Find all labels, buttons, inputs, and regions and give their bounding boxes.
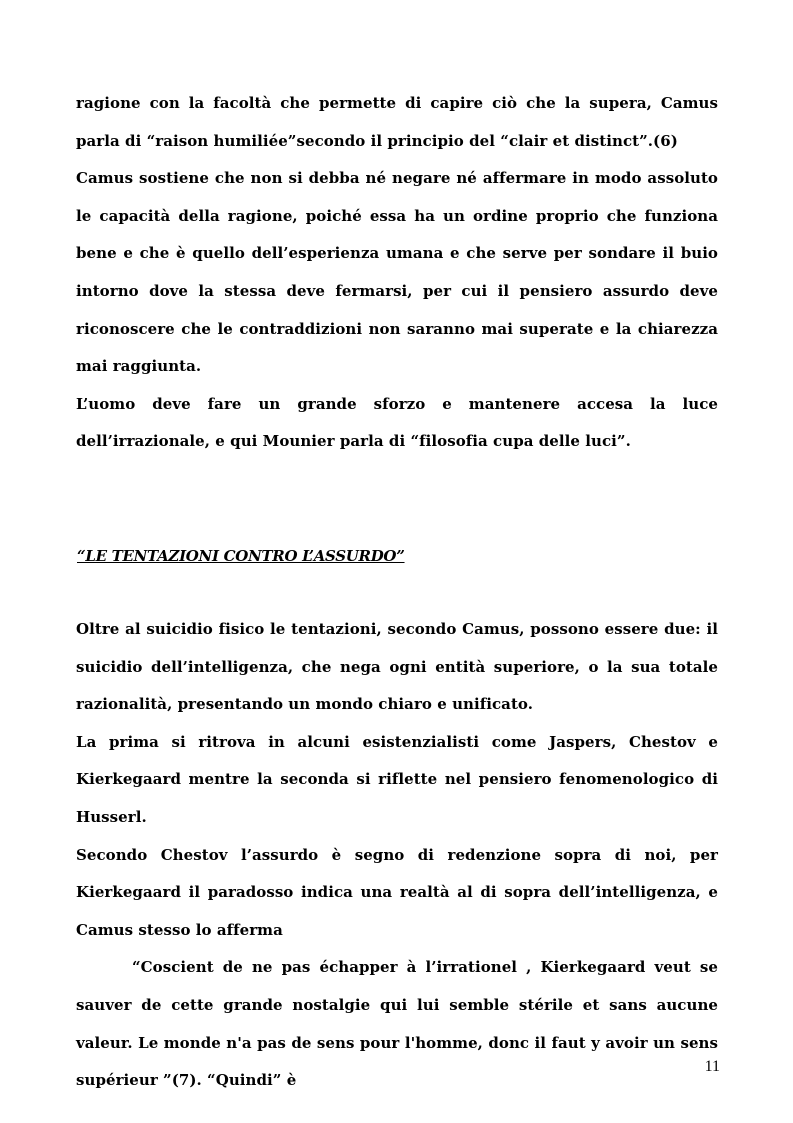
paragraph-chestov-kierkegaard: Secondo Chestov l’assurdo è segno di redenzione sopra di noi, per Kierkegaard il paradosso indica una realtà al di sopra dell’intelligenza, e Camus stesso lo afferma [76,845,718,939]
paragraph-esistenzialisti: La prima si ritrova in alcuni esistenzialisti come Jaspers, Chestov e Kierkegaard mentre la seconda si riflette nel pensiero fenomenologico di Husserl. [76,732,718,826]
page-number: 11 [704,1058,720,1075]
body-text-section-2 [76,611,718,1100]
paragraph-camus-ragione: Camus sostiene che non si debba né negare né affermare in modo assoluto le capacità della ragione, poiché essa ha un ordine proprio che funziona bene e che è quello dell’esperienza umana e che serve per sondare il buio intorno dove la stessa deve fermarsi, per cui il pensiero assurdo deve riconoscere che le contraddizioni non saranno mai superate e la chiarezza mai raggiunta. [76,169,718,376]
quotation-paragraph: “Coscient de ne pas échapper à l’irrationel , Kierkegaard veut se sauver de cette grande nostalgie qui lui semble stérile et sans aucune valeur. Le monde n'a pas de sens pour l'homme, donc il faut y avoir un sens supérieur ”(7). “Quindi” è [76,958,718,1090]
section-heading: “LE TENTAZIONI CONTRO L’ASSURDO” [77,547,405,565]
paragraph-tentazioni: Oltre al suicidio fisico le tentazioni, secondo Camus, possono essere due: il suicidio dell’intelligenza, che nega ogni entità superiore, o la sua totale razionalità, presentando un mondo chiaro e unificato. [76,620,718,714]
body-text-section-1 [76,85,718,461]
paragraph-uomo-sforzo: L’uomo deve fare un grande sforzo e mantenere accesa la luce dell’irrazionale, e qui Mounier parla di “filosofia cupa delle luci”. [76,394,718,451]
paragraph-raison-humiliee: ragione con la facoltà che permette di capire ciò che la supera, Camus parla di “raison humiliée”secondo il principio del “clair et distinct”.(6) [76,94,718,150]
